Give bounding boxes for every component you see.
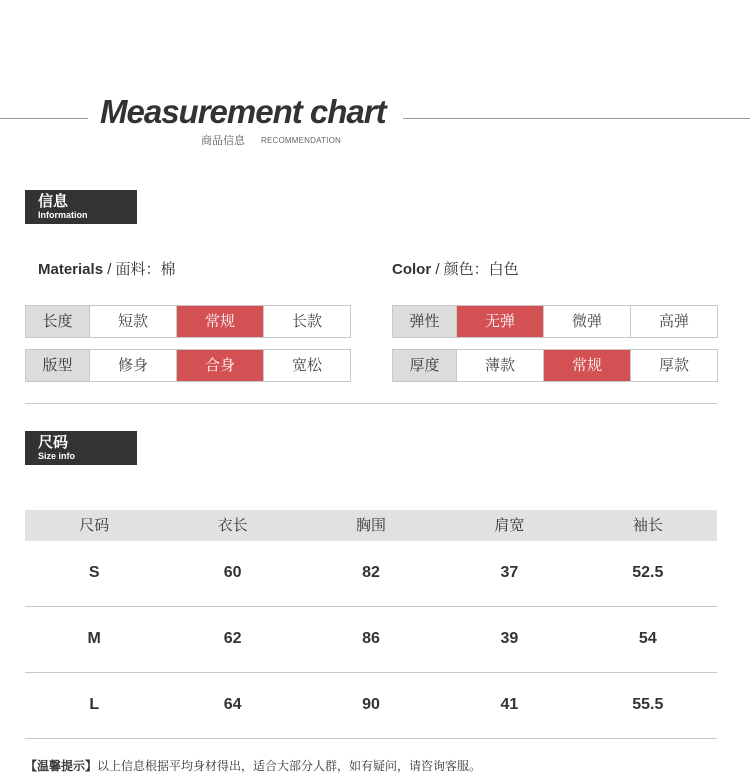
color-line xyxy=(392,258,519,279)
info-section-label xyxy=(25,190,137,224)
page-subtitle-cn: 商品信息 xyxy=(201,135,245,147)
fit-option-regular: 合身 xyxy=(176,350,263,381)
cell-bust: 86 xyxy=(362,630,380,647)
cell-size: S xyxy=(88,564,100,581)
cell-length: 64 xyxy=(223,696,242,713)
length-options xyxy=(25,305,351,338)
table-row xyxy=(25,541,717,607)
tip-text: 以上信息根据平均身材得出，适合大部分人群，如有疑问，请咨询客服。 xyxy=(97,759,482,773)
thickness-option-thin: 薄款 xyxy=(456,350,543,381)
tip-label: 【温馨提示】 xyxy=(25,759,98,773)
header-shoulder: 肩宽 xyxy=(494,517,525,534)
cell-size: M xyxy=(87,630,101,647)
title-line-left xyxy=(0,118,88,119)
size-label-cn: 尺码 xyxy=(38,434,69,451)
elasticity-options xyxy=(392,305,718,338)
fit-option-loose: 宽松 xyxy=(263,350,350,381)
header-length: 衣长 xyxy=(217,517,248,534)
elasticity-option-none: 无弹 xyxy=(456,306,543,337)
size-section-label xyxy=(25,431,137,465)
thickness-options xyxy=(392,349,718,382)
table-row xyxy=(25,607,717,673)
size-table xyxy=(25,510,717,739)
length-option-long: 长款 xyxy=(263,306,350,337)
thickness-title: 厚度 xyxy=(393,350,456,381)
length-title: 长度 xyxy=(26,306,89,337)
info-label-en: Information xyxy=(38,210,88,220)
length-option-short: 短款 xyxy=(89,306,176,337)
cell-length: 60 xyxy=(223,564,242,581)
elasticity-option-high: 高弹 xyxy=(630,306,717,337)
fit-options xyxy=(25,349,351,382)
size-table-header xyxy=(25,510,717,541)
tip-note xyxy=(25,758,481,774)
cell-sleeve: 55.5 xyxy=(632,696,664,713)
elasticity-title: 弹性 xyxy=(393,306,456,337)
page-title: Measurement chart xyxy=(100,93,386,130)
page-subtitle-en: RECOMMENDATION xyxy=(261,136,341,145)
cell-bust: 82 xyxy=(362,564,380,581)
cell-length: 62 xyxy=(223,630,242,647)
materials-label: Materials xyxy=(38,261,104,278)
elasticity-option-slight: 微弹 xyxy=(543,306,630,337)
thickness-option-thick: 厚款 xyxy=(630,350,717,381)
cell-shoulder: 39 xyxy=(500,630,519,647)
fit-option-slim: 修身 xyxy=(89,350,176,381)
cell-shoulder: 37 xyxy=(500,564,519,581)
header-bust: 胸围 xyxy=(356,517,387,534)
cell-sleeve: 54 xyxy=(638,630,657,647)
length-option-regular: 常规 xyxy=(176,306,263,337)
cell-sleeve: 52.5 xyxy=(632,564,664,581)
header-sleeve: 袖长 xyxy=(632,517,663,534)
cell-shoulder: 41 xyxy=(500,696,519,713)
size-label-en: Size info xyxy=(38,451,76,461)
table-row xyxy=(25,673,717,739)
materials-line xyxy=(38,258,176,279)
title-line-right xyxy=(403,118,750,119)
thickness-option-regular: 常规 xyxy=(543,350,630,381)
color-value: / 颜色：白色 xyxy=(431,261,519,278)
cell-bust: 90 xyxy=(362,696,380,713)
fit-title: 版型 xyxy=(26,350,89,381)
color-label: Color xyxy=(392,261,432,278)
materials-value: / 面料：棉 xyxy=(103,261,176,278)
cell-size: L xyxy=(89,696,100,713)
info-label-cn: 信息 xyxy=(38,193,69,210)
header-size: 尺码 xyxy=(79,517,110,534)
section-divider xyxy=(25,403,717,404)
